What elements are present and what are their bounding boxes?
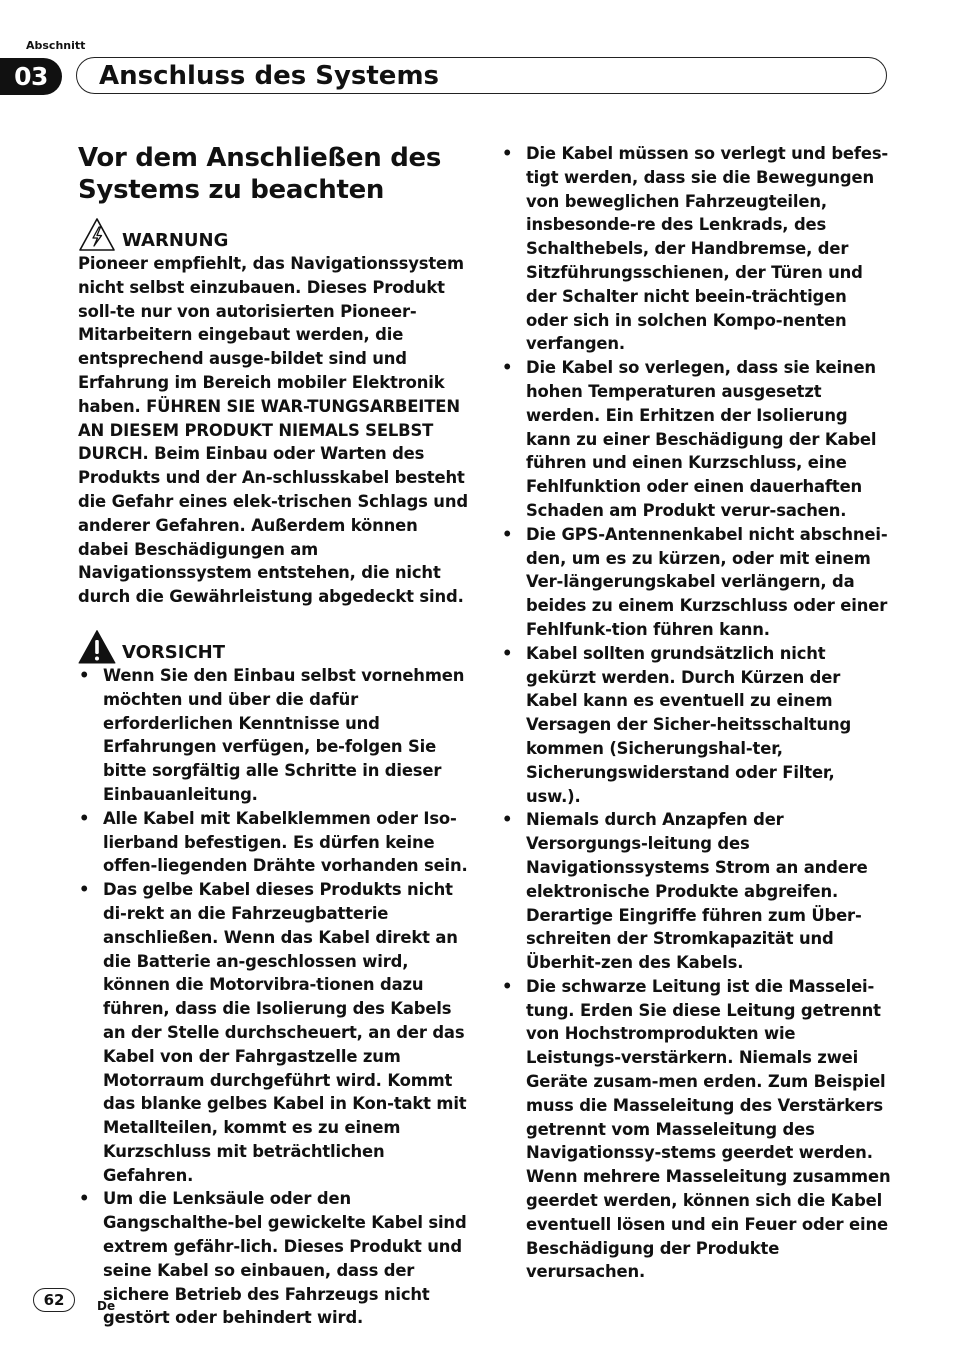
list-item-text: Niemals durch Anzapfen der Versorgungs-leitung des Navigationssystems Strom an andere elektronische Produkte abgreifen. Derartige Eingriffe führen zum Über-schreiten der Stromkapazität und Überhit-zen des Kabels. — [526, 810, 868, 973]
list-item-text: Die GPS-Antennenkabel nicht abschnei-den, um es zu kürzen, oder mit einem Ver-längerungskabel verlängern, da beides zu einem Kurzschluss oder einer Fehlfunk-tion führen kann. — [526, 524, 888, 639]
warning-label: WARNUNG — [122, 230, 229, 251]
list-item-text: Die Kabel müssen so verlegt und befes-tigt werden, dass sie die Bewegungen von beweglichen Fahrzeugteilen, insbesonde-re des Lenkrads, des Schalthebels, der Handbremse, der Sitzführungsschienen, der Türen und der Schalter nicht beein-trächtigen oder sich in solchen Kompo-nenten verfangen. — [526, 144, 889, 354]
list-item — [501, 808, 893, 975]
bullet-icon: • — [79, 880, 90, 900]
list-item — [78, 664, 470, 807]
bullet-icon: • — [502, 810, 513, 830]
bullet-icon: • — [502, 643, 513, 663]
caution-heading — [78, 628, 470, 664]
right-column — [501, 142, 893, 1284]
warning-heading — [78, 216, 470, 252]
bullet-icon: • — [502, 524, 513, 544]
list-item-text: Um die Lenksäule oder den Gangschalthe-bel gewickelte Kabel sind extrem gefähr-lich. Dieses Produkt und seine Kabel so einbauen, dass der sichere Betrieb des Fahrzeugs nicht gestört oder behindert wird. — [103, 1189, 467, 1328]
page-title: Vor dem Anschließen des Systems zu beachten — [78, 143, 442, 205]
list-item — [501, 356, 893, 523]
list-item — [501, 642, 893, 809]
warning-text: Pioneer empfiehlt, das Navigationssystem nicht selbst einzubauen. Dieses Produkt soll-te nur von autorisierten Pioneer-Mitarbeitern eingebaut werden, die entsprechend ausge-bildet sind und Erfahrung im Bereich mobiler Elektronik haben. FÜHREN SIE WAR-TUNGSARBEITEN AN DIESEM PRODUKT NIEMALS SELBST DURCH. Beim Einbau oder Warten des Produkts und der An-schlusskabel besteht die Gefahr eines elek-trischen Schlags und anderer Gefahren. Außerdem können dabei Beschädigungen am Navigationssystem entstehen, die nicht durch die Gewährleistung abgedeckt sind. — [78, 254, 468, 607]
list-item-text: Das gelbe Kabel dieses Produkts nicht di-rekt an die Fahrzeugbatterie anschließen. Wenn das Kabel direkt an die Batterie an-geschlossen wird, können die Motorvibra-tionen dazu führen, dass die Isolierung des Kabels an der Stelle durchscheuert, an der das Kabel von der Fahrgastzelle zum Motorraum durchgeführt wird. Kommt das blanke gelbes Kabel in Kon-takt mit Metallteilen, kommt es zu einem Kurzschluss mit beträchtlichen Gefahren. — [103, 880, 467, 1185]
caution-label: VORSICHT — [122, 641, 225, 663]
section-label: Abschnitt — [26, 39, 86, 52]
bullet-icon: • — [502, 358, 513, 378]
bullet-icon: • — [79, 1189, 90, 1209]
right-list — [501, 142, 893, 1284]
bullet-icon: • — [79, 665, 90, 685]
list-item — [78, 1187, 470, 1330]
list-item — [501, 523, 893, 642]
list-item — [78, 807, 470, 878]
bullet-icon: • — [502, 144, 513, 163]
left-column — [78, 142, 470, 1330]
page-number: 62 — [33, 1288, 75, 1312]
electric-shock-warning-icon — [78, 217, 116, 252]
section-title-bar: Anschluss des Systems — [76, 57, 887, 94]
list-item — [78, 878, 470, 1187]
list-item — [501, 142, 893, 356]
exclamation-warning-icon — [78, 629, 116, 664]
language-code: De — [97, 1299, 116, 1313]
list-item-text: Kabel sollten grundsätzlich nicht gekürzt werden. Durch Kürzen der Kabel kann es eventuell zu einem Versagen der Sicher-heitsschaltung kommen (Sicherungshal-ter, Sicherungswiderstand oder Filter, usw.). — [526, 643, 852, 806]
list-item-text: Die schwarze Leitung ist die Masselei-tung. Erden Sie diese Leitung getrennt von Hochstromprodukten wie Leistungs-verstärkern. Niemals zwei Geräte zusam-men erden. Zum Beispiel muss die Masseleitung des Verstärkers getrennt vom Masseleitung des Navigationssy-stems geerdet werden. Wenn mehrere Masseleitung zusammen geerdet werden, können sich die Kabel eventuell lösen und ein Feuer oder eine Beschädigung der Produkte verursachen. — [526, 976, 891, 1282]
list-item-text: Wenn Sie den Einbau selbst vornehmen möchten und über die dafür erforderlichen Kenntnisse und Erfahrungen verfügen, be-folgen Sie bitte sorgfältig alle Schritte in dieser Einbauanleitung. — [103, 665, 465, 804]
caution-list — [78, 664, 470, 1330]
bullet-icon: • — [502, 976, 513, 996]
bullet-icon: • — [79, 808, 90, 828]
list-item-text: Alle Kabel mit Kabelklemmen oder Iso-lierband befestigen. Es dürfen keine offen-liegenden Drähte vorhanden sein. — [103, 808, 468, 876]
list-item — [501, 975, 893, 1284]
list-item-text: Die Kabel so verlegen, dass sie keinen hohen Temperaturen ausgesetzt werden. Ein Erhitzen der Isolierung kann zu einer Beschädigung der Kabel führen und einen Kurzschluss, eine Fehlfunktion oder einen dauerhaften Schaden am Produkt verur-sachen. — [526, 358, 877, 520]
section-number-badge: 03 — [0, 58, 62, 95]
